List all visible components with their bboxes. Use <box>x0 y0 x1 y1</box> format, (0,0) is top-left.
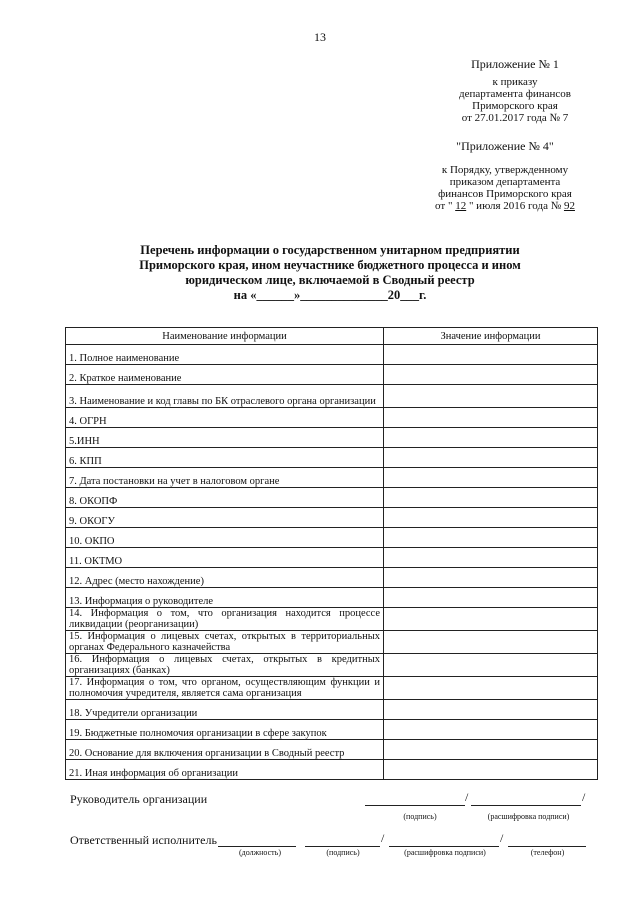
appendix-4-heading: "Приложение № 4" <box>456 139 554 153</box>
row-value[interactable] <box>384 654 598 677</box>
exec-caption-position: (должность) <box>239 848 281 857</box>
row-value[interactable] <box>384 588 598 608</box>
appendix-1-line: департамента финансов <box>459 88 571 100</box>
date-day: 12 <box>455 200 467 212</box>
table-row <box>66 408 598 428</box>
row-value[interactable] <box>384 677 598 700</box>
row-label: 20. Основание для включения организации в Сводный реестр <box>66 740 384 760</box>
row-label: 13. Информация о руководителе <box>66 588 384 608</box>
table-row <box>66 345 598 365</box>
row-label: 14. Информация о том, что организация находится процессе ликвидации (реорганизации) <box>66 608 384 631</box>
row-label: 11. ОКТМО <box>66 548 384 568</box>
exec-caption-decode: (расшифровка подписи) <box>404 848 486 857</box>
row-value[interactable] <box>384 528 598 548</box>
title-line: Перечень информации о государственном унитарном предприятии <box>140 243 520 257</box>
table-row <box>66 528 598 548</box>
header-value: Значение информации <box>384 328 598 345</box>
row-value[interactable] <box>384 568 598 588</box>
appendix-1-block <box>415 58 615 124</box>
row-value[interactable] <box>384 385 598 408</box>
row-label: 19. Бюджетные полномочия организации в сфере закупок <box>66 720 384 740</box>
row-value[interactable] <box>384 548 598 568</box>
head-caption-sign: (подпись) <box>403 812 437 821</box>
row-value[interactable] <box>384 408 598 428</box>
exec-caption-phone: (телефон) <box>530 848 565 857</box>
document-title <box>110 243 550 303</box>
row-value[interactable] <box>384 428 598 448</box>
head-decode-line[interactable] <box>471 805 581 806</box>
title-line: Приморского края, ином неучастнике бюджетного процесса и ином <box>139 258 521 272</box>
table-row <box>66 677 598 700</box>
row-label: 8. ОКОПФ <box>66 488 384 508</box>
row-value[interactable] <box>384 448 598 468</box>
row-value[interactable] <box>384 365 598 385</box>
row-label: 1. Полное наименование <box>66 345 384 365</box>
table-row <box>66 654 598 677</box>
table-row <box>66 608 598 631</box>
row-value[interactable] <box>384 608 598 631</box>
row-value[interactable] <box>384 760 598 780</box>
row-value[interactable] <box>384 720 598 740</box>
exec-phone-line[interactable] <box>508 846 586 847</box>
exec-sign-line[interactable] <box>305 846 380 847</box>
appendix-1-line: к приказу <box>492 76 538 88</box>
row-label: 7. Дата постановки на учет в налоговом органе <box>66 468 384 488</box>
appendix-1-line: Приморского края <box>472 100 558 112</box>
row-label: 5.ИНН <box>66 428 384 448</box>
head-sign-line[interactable] <box>365 805 465 806</box>
row-label: 2. Краткое наименование <box>66 365 384 385</box>
row-value[interactable] <box>384 468 598 488</box>
row-label: 10. ОКПО <box>66 528 384 548</box>
slash: / <box>465 790 469 804</box>
appendix-4-line: финансов Приморского края <box>438 188 572 200</box>
row-label: 6. КПП <box>66 448 384 468</box>
row-label: 9. ОКОГУ <box>66 508 384 528</box>
appendix-1-line: от 27.01.2017 года № 7 <box>461 112 569 124</box>
table-row <box>66 365 598 385</box>
title-line: юридическом лице, включаемой в Сводный реестр <box>185 273 475 287</box>
appendix-4-block <box>405 140 605 212</box>
head-caption-decode: (расшифровка подписи) <box>487 812 570 821</box>
row-label: 3. Наименование и код главы по БК отраслевого органа организации <box>66 385 384 408</box>
appendix-1-heading: Приложение № 1 <box>471 57 559 71</box>
table-row <box>66 548 598 568</box>
exec-decode-line[interactable] <box>389 846 499 847</box>
date-prefix: от " <box>435 200 456 212</box>
table-row <box>66 508 598 528</box>
table-row <box>66 700 598 720</box>
page-number: 13 <box>314 30 326 44</box>
table-row <box>66 760 598 780</box>
row-label: 18. Учредители организации <box>66 700 384 720</box>
row-value[interactable] <box>384 345 598 365</box>
row-label: 4. ОГРН <box>66 408 384 428</box>
appendix-4-line: к Порядку, утвержденному <box>441 164 569 176</box>
appendix-4-line: приказом департамента <box>449 176 561 188</box>
table-row <box>66 468 598 488</box>
row-value[interactable] <box>384 740 598 760</box>
row-label: 17. Информация о том, что органом, осуществляющим функции и полномочия учредителя, является сама организация <box>66 677 384 700</box>
table-row <box>66 488 598 508</box>
row-label: 12. Адрес (место нахождение) <box>66 568 384 588</box>
row-value[interactable] <box>384 488 598 508</box>
row-value[interactable] <box>384 700 598 720</box>
appendix-4-date <box>405 200 605 212</box>
table-row <box>66 448 598 468</box>
order-number: 92 <box>563 200 575 212</box>
exec-caption-sign: (подпись) <box>326 848 360 857</box>
slash: / <box>381 831 385 845</box>
head-label: Руководитель организации <box>70 792 208 806</box>
table-row <box>66 631 598 654</box>
row-label: 16. Информация о лицевых счетах, открытых в кредитных организациях (банках) <box>66 654 384 677</box>
row-label: 21. Иная информация об организации <box>66 760 384 780</box>
row-value[interactable] <box>384 508 598 528</box>
header-name: Наименование информации <box>66 328 384 345</box>
table-row <box>66 385 598 408</box>
slash: / <box>582 790 586 804</box>
table-row <box>66 720 598 740</box>
exec-position-line[interactable] <box>218 846 296 847</box>
table-row <box>66 588 598 608</box>
title-date-line: на «______»______________20___г. <box>233 288 427 302</box>
table-row <box>66 568 598 588</box>
info-table <box>65 327 598 780</box>
date-month-year: " июля 2016 года № <box>466 200 564 212</box>
row-value[interactable] <box>384 631 598 654</box>
table-row <box>66 428 598 448</box>
slash: / <box>500 831 504 845</box>
row-label: 15. Информация о лицевых счетах, открытых в территориальных органах Федерального казначейства <box>66 631 384 654</box>
exec-label: Ответственный исполнитель <box>70 833 217 847</box>
table-row <box>66 740 598 760</box>
